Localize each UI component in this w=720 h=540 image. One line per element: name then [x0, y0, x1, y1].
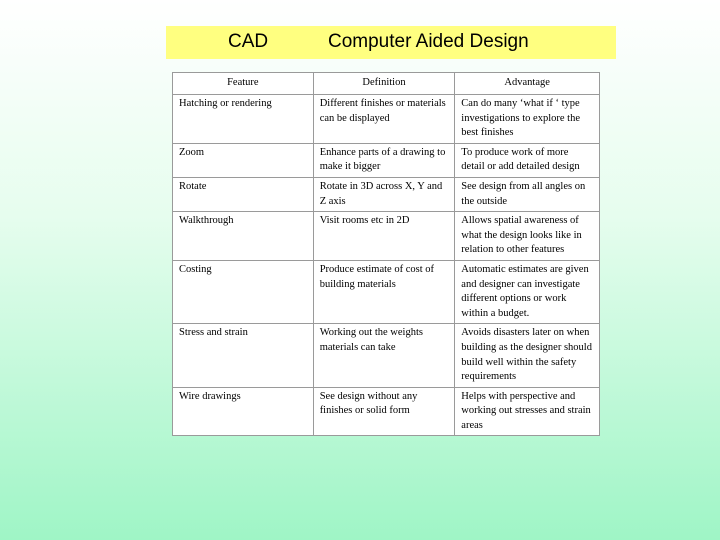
table-row [173, 387, 600, 436]
definition-cell: Enhance parts of a drawing to make it bigger [313, 143, 455, 177]
title-full-name: Computer Aided Design [328, 31, 529, 52]
table-row [173, 177, 600, 211]
definition-cell: See design without any finishes or solid form [313, 387, 455, 436]
feature-cell: Costing [173, 260, 314, 323]
feature-cell: Stress and strain [173, 324, 314, 387]
advantage-cell: Avoids disasters later on when building as the designer should build well within the safety requirements [455, 324, 600, 387]
header-advantage: Advantage [455, 73, 600, 95]
advantage-cell: Helps with perspective and working out stresses and strain areas [455, 387, 600, 436]
advantage-cell: To produce work of more detail or add detailed design [455, 143, 600, 177]
title-abbreviation: CAD [228, 31, 269, 52]
definition-cell: Produce estimate of cost of building materials [313, 260, 455, 323]
header-feature: Feature [173, 73, 314, 95]
advantage-cell: Automatic estimates are given and designer can investigate different options or work within a budget. [455, 260, 600, 323]
table-row [173, 143, 600, 177]
definition-cell: Rotate in 3D across X, Y and Z axis [313, 177, 455, 211]
advantage-cell: Can do many ‘what if ‘ type investigations to explore the best finishes [455, 95, 600, 144]
feature-cell: Wire drawings [173, 387, 314, 436]
definition-cell: Visit rooms etc in 2D [313, 212, 455, 261]
table-header-row [173, 73, 600, 95]
feature-cell: Rotate [173, 177, 314, 211]
table-row [173, 212, 600, 261]
feature-cell: Hatching or rendering [173, 95, 314, 144]
table-row [173, 324, 600, 387]
feature-cell: Zoom [173, 143, 314, 177]
advantage-cell: See design from all angles on the outside [455, 177, 600, 211]
definition-cell: Different finishes or materials can be displayed [313, 95, 455, 144]
title-bar [166, 26, 616, 59]
definition-cell: Working out the weights materials can take [313, 324, 455, 387]
table-row [173, 95, 600, 144]
cad-features-table [172, 72, 600, 436]
advantage-cell: Allows spatial awareness of what the design looks like in relation to other features [455, 212, 600, 261]
feature-cell: Walkthrough [173, 212, 314, 261]
table-row [173, 260, 600, 323]
header-definition: Definition [313, 73, 455, 95]
